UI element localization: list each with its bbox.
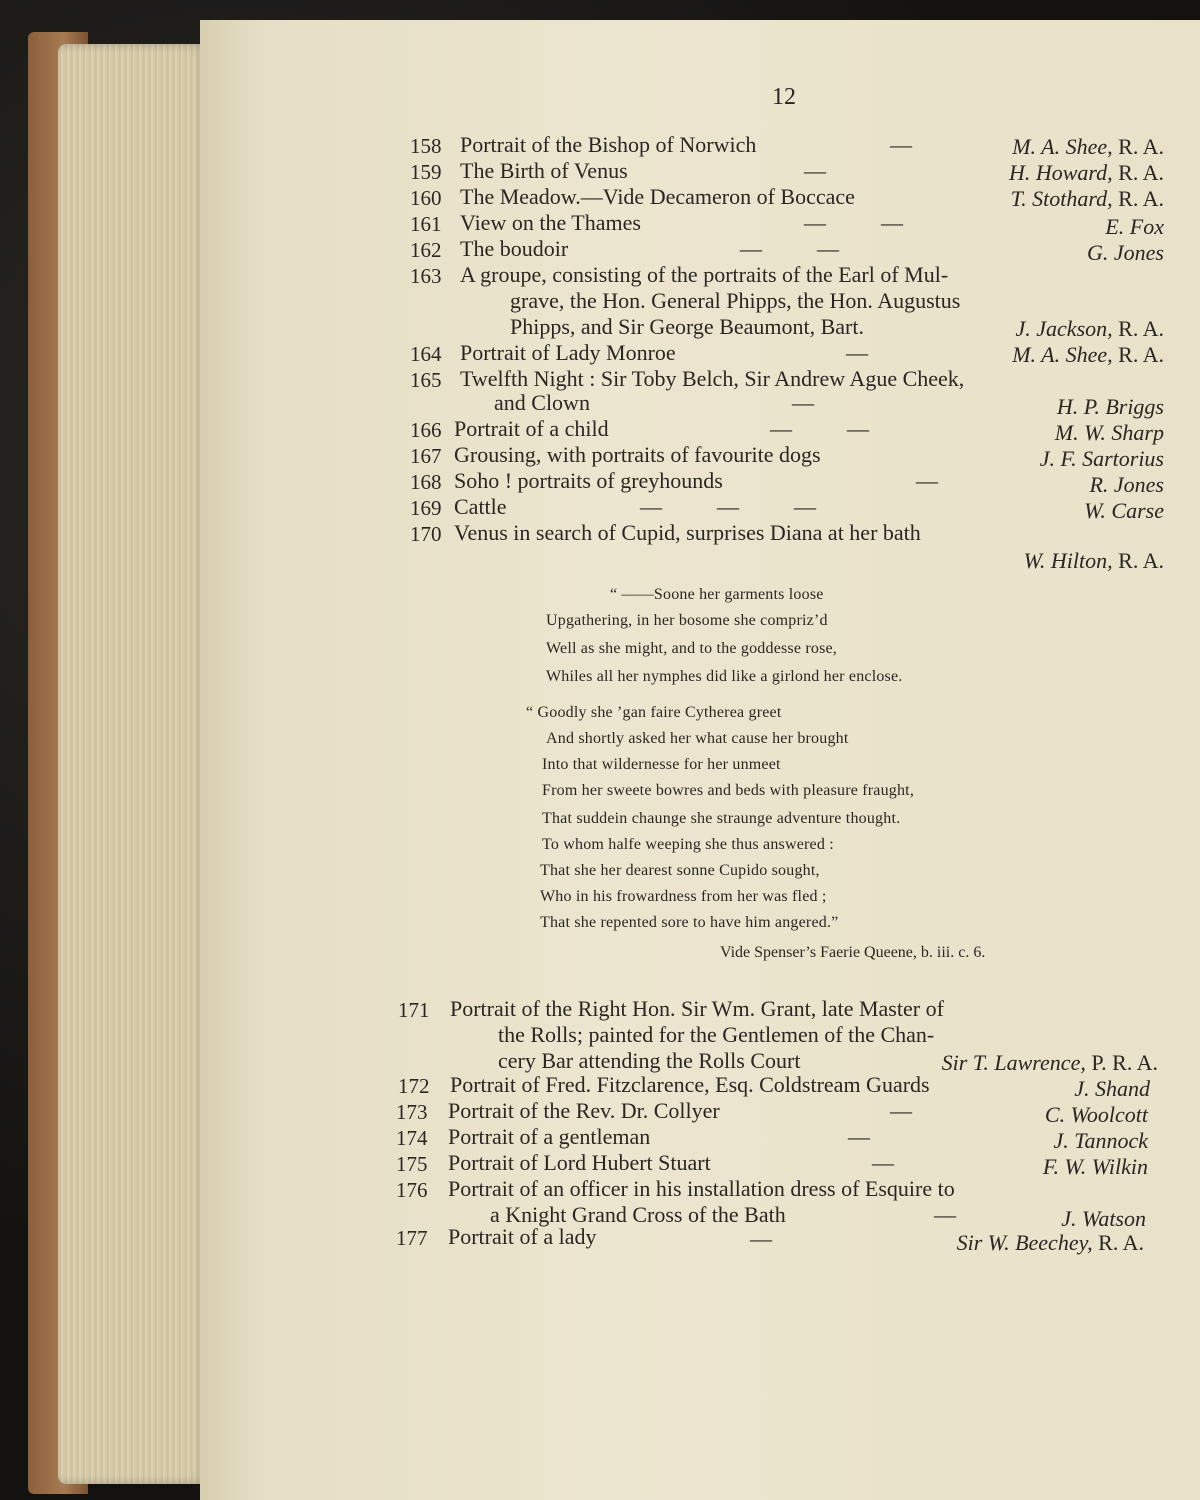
entry-title: Soho ! portraits of greyhounds: [454, 468, 723, 493]
entry-artist: M. A. Shee, R. A.: [1012, 134, 1164, 159]
entry-title: The boudoir: [460, 236, 569, 261]
entry-dash: —: [750, 1226, 772, 1251]
entry-number: 163: [410, 264, 442, 288]
entry-artist: E. Fox: [1105, 214, 1164, 239]
entry-artist: F. W. Wilkin: [1042, 1154, 1148, 1179]
entry-artist: H. P. Briggs: [1056, 394, 1164, 419]
entry-title: The Birth of Venus: [460, 158, 628, 183]
entry-title: View on the Thames: [460, 210, 641, 235]
entry-title-line-1: A groupe, consisting of the portraits of the Earl of Mul-: [460, 262, 949, 287]
verse-line: “ Goodly she ’gan faire Cytherea greet: [526, 704, 782, 721]
entry-title: Portrait of a child: [454, 416, 609, 441]
entry-title-line-1: Twelfth Night : Sir Toby Belch, Sir Andrew Ague Cheek,: [460, 366, 965, 391]
entry-dash: —: [804, 158, 826, 183]
entry-artist: J. Tannock: [1053, 1128, 1148, 1153]
entry-number: 171: [398, 998, 430, 1022]
entry-artist: Sir W. Beechey, R. A.: [956, 1230, 1144, 1255]
entry-title-line-2: and Clown: [494, 390, 590, 415]
entry-number: 172: [398, 1074, 430, 1098]
entry-dash: — —: [740, 236, 839, 261]
entry-dash: —: [792, 390, 814, 415]
entry-dash: —: [890, 132, 912, 157]
verse-line: Upgathering, in her bosome she compriz’d: [546, 612, 828, 629]
verse-line: And shortly asked her what cause her brought: [546, 730, 849, 747]
entry-title: Portrait of the Rev. Dr. Collyer: [448, 1098, 720, 1123]
entry-artist: W. Hilton, R. A.: [1023, 548, 1164, 573]
entry-title-line-1: Portrait of the Right Hon. Sir Wm. Grant, late Master of: [450, 996, 944, 1021]
entry-number: 177: [396, 1226, 428, 1250]
entry-artist: J. Jackson, R. A.: [1015, 316, 1164, 341]
entry-artist: H. Howard, R. A.: [1008, 160, 1164, 185]
entry-number: 175: [396, 1152, 428, 1176]
entry-number: 162: [410, 238, 442, 262]
entry-dash: —: [934, 1202, 956, 1227]
entry-artist: J. F. Sartorius: [1039, 446, 1164, 471]
entry-dash: —: [848, 1124, 870, 1149]
entry-artist: G. Jones: [1087, 240, 1164, 265]
entry-title: Portrait of a gentleman: [448, 1124, 651, 1149]
entry-dash: —: [872, 1150, 894, 1175]
entry-number: 168: [410, 470, 442, 494]
entry-number: 174: [396, 1126, 428, 1150]
verse-line: To whom halfe weeping she thus answered :: [542, 836, 834, 853]
entry-number: 158: [410, 134, 442, 158]
entry-title: Portrait of the Bishop of Norwich: [460, 132, 757, 157]
entry-title-line-2: grave, the Hon. General Phipps, the Hon. Augustus: [510, 288, 961, 313]
entry-artist: R. Jones: [1089, 472, 1164, 497]
entry-number: 167: [410, 444, 442, 468]
entry-dash: —: [916, 468, 938, 493]
entry-title: Venus in search of Cupid, surprises Diana at her bath: [454, 520, 921, 545]
entry-title: The Meadow.—Vide Decameron of Boccace: [460, 184, 855, 209]
entry-dash: —: [890, 1098, 912, 1123]
entry-artist: C. Woolcott: [1044, 1102, 1148, 1127]
entry-artist: J. Watson: [1061, 1206, 1146, 1231]
verse-citation: Vide Spenser’s Faerie Queene, b. iii. c. 6.: [720, 944, 986, 961]
entry-title: Grousing, with portraits of favourite dogs: [454, 442, 821, 467]
verse-line: Well as she might, and to the goddesse rose,: [546, 640, 838, 657]
entry-number: 161: [410, 212, 442, 236]
entry-number: 176: [396, 1178, 428, 1202]
entry-title: Portrait of Fred. Fitzclarence, Esq. Coldstream Guards: [450, 1072, 930, 1097]
entry-dash: — — —: [640, 494, 816, 519]
entry-title-line-2: the Rolls; painted for the Gentlemen of the Chan-: [498, 1022, 935, 1047]
page-number: 12: [772, 84, 796, 110]
verse-line: That she repented sore to have him angered.”: [540, 914, 839, 931]
entry-artist: T. Stothard, R. A.: [1010, 186, 1164, 211]
entry-number: 165: [410, 368, 442, 392]
entry-artist: J. Shand: [1074, 1076, 1150, 1101]
book-page: [200, 20, 1200, 1500]
entry-title-line-3: Phipps, and Sir George Beaumont, Bart.: [510, 314, 864, 339]
entry-title: Portrait of Lady Monroe: [460, 340, 676, 365]
verse-line: Who in his frowardness from her was fled ;: [540, 888, 827, 905]
verse-line: Whiles all her nymphes did like a girlond her enclose.: [546, 668, 903, 685]
entry-number: 164: [410, 342, 442, 366]
entry-title: Cattle: [454, 494, 507, 519]
entry-title: Portrait of a lady: [448, 1224, 597, 1249]
entry-number: 159: [410, 160, 442, 184]
entry-title-line-3: cery Bar attending the Rolls Court: [498, 1048, 801, 1073]
verse-line: From her sweete bowres and beds with pleasure fraught,: [542, 782, 915, 799]
page-edges: [58, 44, 208, 1484]
entry-number: 169: [410, 496, 442, 520]
entry-dash: —: [846, 340, 868, 365]
entry-title: Portrait of Lord Hubert Stuart: [448, 1150, 711, 1175]
verse-line: “ ——Soone her garments loose: [610, 586, 824, 603]
entry-title-line-1: Portrait of an officer in his installation dress of Esquire to: [448, 1176, 955, 1201]
entry-number: 170: [410, 522, 442, 546]
entry-number: 166: [410, 418, 442, 442]
verse-line: Into that wildernesse for her unmeet: [542, 756, 781, 773]
entry-artist: M. A. Shee, R. A.: [1012, 342, 1164, 367]
entry-dash: — —: [804, 210, 903, 235]
entry-artist: M. W. Sharp: [1054, 420, 1164, 445]
verse-line: That she her dearest sonne Cupido sought,: [540, 862, 820, 879]
entry-title-line-2: a Knight Grand Cross of the Bath: [490, 1202, 786, 1227]
entry-artist: Sir T. Lawrence, P. R. A.: [941, 1050, 1158, 1075]
entry-number: 173: [396, 1100, 428, 1124]
entry-artist: W. Carse: [1084, 498, 1164, 523]
verse-line: That suddein chaunge she straunge adventure thought.: [542, 810, 901, 827]
entry-number: 160: [410, 186, 442, 210]
entry-dash: — —: [770, 416, 869, 441]
